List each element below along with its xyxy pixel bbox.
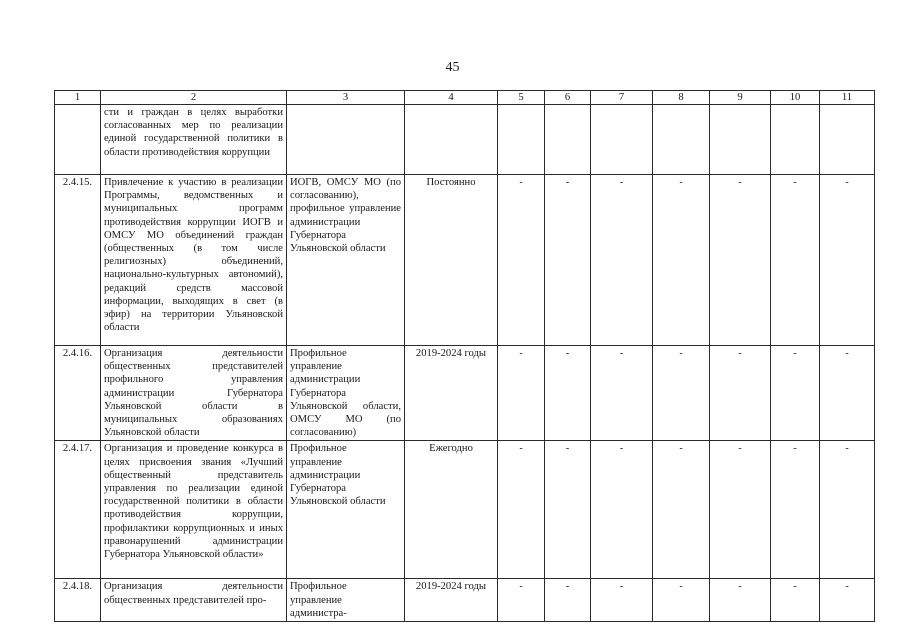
document-table	[54, 90, 875, 622]
item-number-cell: 2.4.16.	[55, 346, 101, 441]
funding-cell	[771, 105, 820, 175]
measure-description-cell: Организация и проведение конкурса в целях присвоения звания «Лучший общественный представитель управления по реализации единой государственной политики в области противодействия коррупции, профилактики коррупционных и иных правонарушений администрации Губернатора Ульяновской области»	[101, 441, 287, 579]
funding-cell: -	[820, 441, 875, 579]
funding-cell: -	[820, 175, 875, 346]
measure-description-cell: Привлечение к участию в реализации Программы, ведомственных и муниципальных программ противодействия коррупции ИОГВ и ОМСУ МО объединений граждан (общественных (в том числе религиозных) объединений, национально-культурных автономий), редакций средств массовой информации, выходящих в свет (в эфир) на территории Ульяновской области	[101, 175, 287, 346]
column-header-3: 3	[287, 91, 405, 105]
table-row	[55, 346, 875, 441]
column-header-8: 8	[653, 91, 710, 105]
term-cell	[405, 105, 498, 175]
funding-cell: -	[591, 175, 653, 346]
funding-cell: -	[820, 346, 875, 441]
column-header-10: 10	[771, 91, 820, 105]
funding-cell	[653, 105, 710, 175]
executors-cell: ИОГВ, ОМСУ МО (по согласованию), профильное управление администрации Губернатора Ульяновской области	[287, 175, 405, 346]
item-number-cell: 2.4.17.	[55, 441, 101, 579]
funding-cell: -	[820, 579, 875, 622]
funding-cell	[498, 105, 545, 175]
item-number-cell	[55, 105, 101, 175]
column-header-11: 11	[820, 91, 875, 105]
page-number: 45	[445, 60, 460, 75]
executors-cell: Профильное управление администра-	[287, 579, 405, 622]
term-cell: 2019-2024 годы	[405, 579, 498, 622]
funding-cell: -	[591, 579, 653, 622]
funding-cell: -	[710, 579, 771, 622]
funding-cell: -	[710, 441, 771, 579]
header-row	[55, 91, 875, 105]
table-row	[55, 105, 875, 175]
column-header-6: 6	[545, 91, 591, 105]
item-number-cell: 2.4.15.	[55, 175, 101, 346]
executors-cell	[287, 105, 405, 175]
funding-cell	[591, 105, 653, 175]
funding-cell	[710, 105, 771, 175]
funding-cell: -	[545, 175, 591, 346]
column-header-1: 1	[55, 91, 101, 105]
funding-cell: -	[498, 441, 545, 579]
item-number-cell: 2.4.18.	[55, 579, 101, 622]
funding-cell	[820, 105, 875, 175]
column-header-9: 9	[710, 91, 771, 105]
funding-cell: -	[771, 346, 820, 441]
funding-cell: -	[591, 346, 653, 441]
funding-cell: -	[771, 579, 820, 622]
term-cell: Ежегодно	[405, 441, 498, 579]
funding-cell: -	[498, 346, 545, 441]
column-header-2: 2	[101, 91, 287, 105]
funding-cell: -	[653, 579, 710, 622]
table-body	[55, 91, 875, 622]
term-cell: Постоянно	[405, 175, 498, 346]
funding-cell: -	[653, 346, 710, 441]
funding-cell	[545, 105, 591, 175]
funding-cell: -	[771, 441, 820, 579]
table-row	[55, 175, 875, 346]
term-cell: 2019-2024 годы	[405, 346, 498, 441]
column-header-4: 4	[405, 91, 498, 105]
executors-cell: Профильное управление администрации Губернатора Ульяновской области	[287, 441, 405, 579]
funding-cell: -	[653, 175, 710, 346]
measure-description-cell: Организация деятельности общественных представителей про-	[101, 579, 287, 622]
funding-cell: -	[545, 441, 591, 579]
measure-description-cell: сти и граждан в целях выработки согласованных мер по реализации единой государственной политики в области противодействия коррупции	[101, 105, 287, 175]
table-row	[55, 579, 875, 622]
measure-description-cell: Организация деятельности общественных представителей профильного управления администрации Губернатора Ульяновской области в муниципальных образованиях Ульяновской области	[101, 346, 287, 441]
table-row	[55, 441, 875, 579]
funding-cell: -	[710, 175, 771, 346]
funding-cell: -	[771, 175, 820, 346]
funding-cell: -	[653, 441, 710, 579]
executors-cell: Профильное управление администрации Губернатора Ульяновской области, ОМСУ МО (по согласованию)	[287, 346, 405, 441]
funding-cell: -	[545, 579, 591, 622]
column-header-7: 7	[591, 91, 653, 105]
funding-cell: -	[545, 346, 591, 441]
funding-cell: -	[498, 175, 545, 346]
column-header-5: 5	[498, 91, 545, 105]
funding-cell: -	[710, 346, 771, 441]
funding-cell: -	[591, 441, 653, 579]
funding-cell: -	[498, 579, 545, 622]
